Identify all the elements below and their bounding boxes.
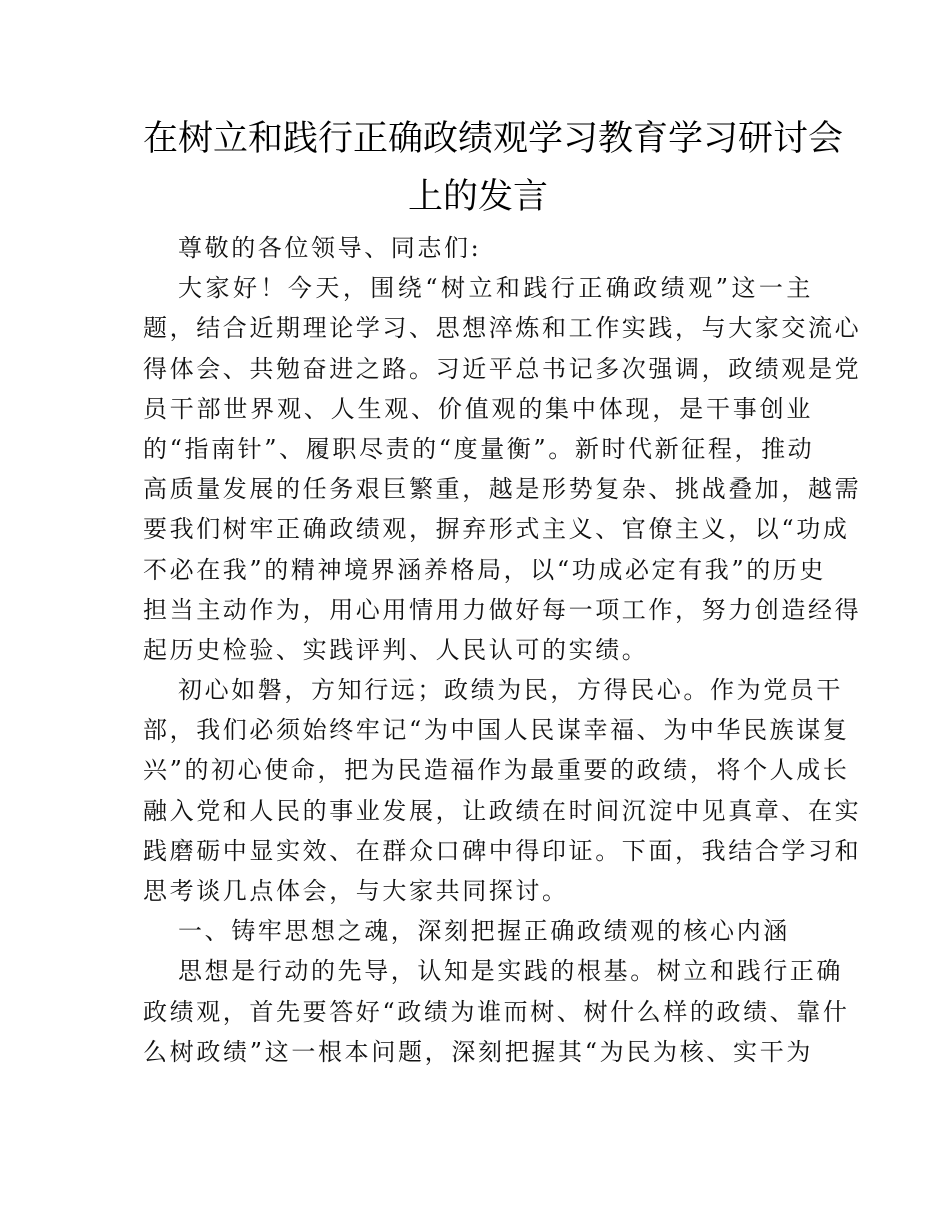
text-line: 部，我们必须始终牢记“为中国人民谋幸福、为中华民族谋复 <box>143 716 850 745</box>
text-line: 的“指南针”、履职尽责的“度量衡”。新时代新征程，推动 <box>143 434 815 463</box>
body-paragraph-2 <box>143 670 862 911</box>
section-heading-1 <box>143 911 813 951</box>
text-line: 高质量发展的任务艰巨繁重，越是形势复杂、挑战叠加，越需 <box>143 475 862 504</box>
document-title <box>143 110 844 226</box>
body-paragraph-3 <box>143 951 850 1072</box>
text-line: 兴”的初心使命，把为民造福作为最重要的政绩，将个人成长 <box>143 756 850 785</box>
title-line-2: 上的发言 <box>407 177 548 217</box>
text-line: 员干部世界观、人生观、价值观的集中体现，是干事创业 <box>143 394 813 423</box>
text-line: 不必在我”的精神境界涵养格局，以“功成必定有我”的历史 <box>143 555 827 584</box>
text-line: 么树政绩”这一根本问题，深刻把握其“为民为核、实干为 <box>143 1037 813 1066</box>
text-line: 大家好！今天，围绕“树立和践行正确政绩观”这一主 <box>178 274 813 303</box>
text-line: 融入党和人民的事业发展，让政绩在时间沉淀中见真章、在实 <box>143 796 862 825</box>
text-line: 政绩观，首先要答好“政绩为谁而树、树什么样的政绩、靠什 <box>143 997 850 1026</box>
text-line: 思考谈几点体会，与大家共同探讨。 <box>143 877 569 905</box>
text-line: 思想是行动的先导，认知是实践的根基。树立和践行正确 <box>178 957 843 986</box>
document-page <box>143 110 862 1072</box>
text-line: 要我们树牢正确政绩观，摒弃形式主义、官僚主义，以“功成 <box>143 515 850 544</box>
salutation-paragraph <box>143 228 813 268</box>
text-line: 得体会、共勉奋进之路。习近平总书记多次强调，政绩观是党 <box>143 354 862 383</box>
title-line-1: 在树立和践行正确政绩观学习教育学习研讨会 <box>143 119 844 159</box>
salutation-line: 尊敬的各位领导、同志们: <box>178 234 482 262</box>
text-line: 题，结合近期理论学习、思想淬炼和工作实践，与大家交流心 <box>143 314 862 343</box>
section-heading-text: 一、铸牢思想之魂，深刻把握正确政绩观的核心内涵 <box>178 917 790 946</box>
text-line: 践磨砺中显实效、在群众口碑中得印证。下面，我结合学习和 <box>143 836 862 865</box>
text-line: 起历史检验、实践评判、人民认可的实绩。 <box>143 635 649 664</box>
text-line: 担当主动作为，用心用情用力做好每一项工作，努力创造经得 <box>143 595 862 624</box>
body-paragraph-1 <box>143 268 862 670</box>
document-body <box>143 228 862 1072</box>
text-line: 初心如磐，方知行远；政绩为民，方得民心。作为党员干 <box>178 676 843 705</box>
